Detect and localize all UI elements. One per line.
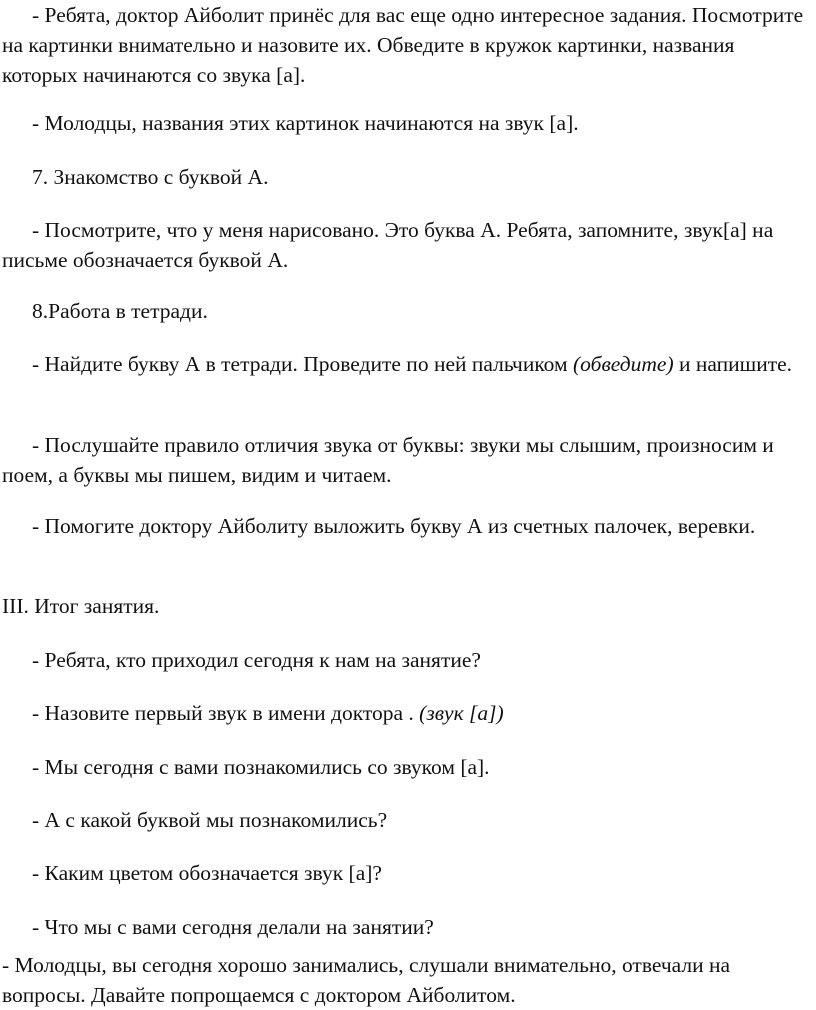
first-sound-answer-italic: (звук [а]) <box>419 701 504 725</box>
paragraph-section-7-heading: 7. Знакомство с буквой А. <box>32 165 269 189</box>
paragraph-section-iii-heading: III. Итог занятия. <box>2 594 160 618</box>
notebook-task-end: и напишите. <box>673 352 793 376</box>
paragraph-task-intro: - Ребята, доктор Айболит принёс для вас еще одно интересное задания. Посмотрите на картинки внимательно и назовите их. Обведите в кружок картинки, названия которых начинаются со звука [а]. <box>2 3 804 87</box>
notebook-task-text: - Найдите букву А в тетради. Проведите по ней пальчиком <box>32 352 573 376</box>
paragraph-letter-a-intro: - Посмотрите, что у меня нарисовано. Это буква А. Ребята, запомните, звук[а] на письме обозначается буквой А. <box>2 218 774 272</box>
paragraph-question-first-sound <box>2 698 808 728</box>
paragraph-section-8-heading: 8.Работа в тетради. <box>32 299 208 323</box>
paragraph-question-letter: - А с какой буквой мы познакомились? <box>32 808 388 832</box>
paragraph-sticks-task: - Помогите доктору Айболиту выложить букву А из счетных палочек, веревки. <box>32 514 756 538</box>
paragraph-sound-summary: - Мы сегодня с вами познакомились со звуком [а]. <box>32 755 490 779</box>
paragraph-closing: - Молодцы, вы сегодня хорошо занимались, слушали внимательно, отвечали на вопросы. Давайте попрощаемся с доктором Айболитом. <box>2 953 731 1007</box>
paragraph-question-activities: - Что мы с вами сегодня делали на занятии? <box>32 915 434 939</box>
first-sound-question-text: - Назовите первый звук в имени доктора . <box>32 701 420 725</box>
paragraph-sound-letter-rule: - Послушайте правило отличия звука от буквы: звуки мы слышим, произносим и поем, а буквы мы пишем, видим и читаем. <box>2 433 774 487</box>
paragraph-question-color: - Каким цветом обозначается звук [а]? <box>32 861 382 885</box>
paragraph-notebook-task <box>2 349 808 379</box>
notebook-task-italic: (обведите) <box>573 352 674 376</box>
paragraph-praise-pictures: - Молодцы, названия этих картинок начинаются на звук [а]. <box>32 111 579 135</box>
paragraph-question-visitor: - Ребята, кто приходил сегодня к нам на занятие? <box>32 648 481 672</box>
